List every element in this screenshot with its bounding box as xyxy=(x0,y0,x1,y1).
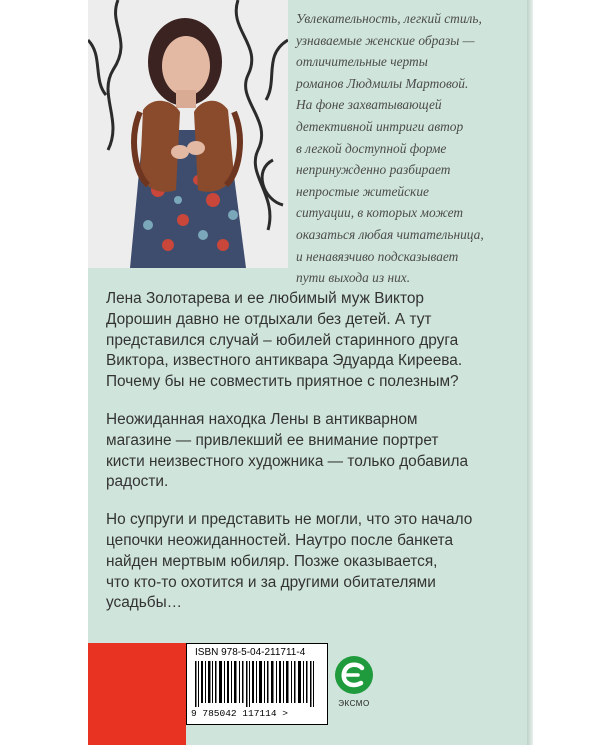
annotation-paragraph-3: Но супруги и представить не могли, что это начало цепочки неожиданностей. Наутро после банкета найден мертвым юбиляр. Позже оказывается, что кто-то охотится и за другими обитателями усадьбы… xyxy=(106,511,473,612)
book-annotation xyxy=(106,289,516,631)
annotation-paragraph-1: Лена Золотарева и ее любимый муж Виктор Дорошин давно не отдыхали без детей. А тут представился случай – юбилей старинного друга Виктора, известного антиквара Эдуарда Киреева. Почему бы не совместить приятное с полезным? xyxy=(106,290,463,391)
isbn-label: ISBN 978-5-04-211711-4 xyxy=(195,647,306,658)
annotation-paragraph-2: Неожиданная находка Лены в антикварном магазине — привлекший ее внимание портрет кисти неизвестного художника — только добавила радости. xyxy=(106,410,469,491)
publisher-name: ЭКСМО xyxy=(338,699,370,708)
author-photo xyxy=(88,0,288,268)
eksmo-logo-icon xyxy=(334,655,374,695)
barcode-digits: 9 785042 117114 > xyxy=(191,708,288,719)
barcode xyxy=(186,643,328,725)
barcode-bars-icon xyxy=(193,661,321,707)
author-blurb: Увлекательность, легкий стиль, узнаваемые женские образы — отличительные черты романов Людмилы Мартовой. На фоне захватывающей детективной интриги автор в легкой доступной форме непринужденно разбирает непростые житейские ситуации, в которых может оказаться любая читательница, и ненавязчиво подсказывает пути выхода из них. xyxy=(296,11,484,286)
author-photo-illustration xyxy=(88,0,288,268)
red-accent-strip xyxy=(88,643,186,745)
cover-spine-edge xyxy=(527,0,533,745)
